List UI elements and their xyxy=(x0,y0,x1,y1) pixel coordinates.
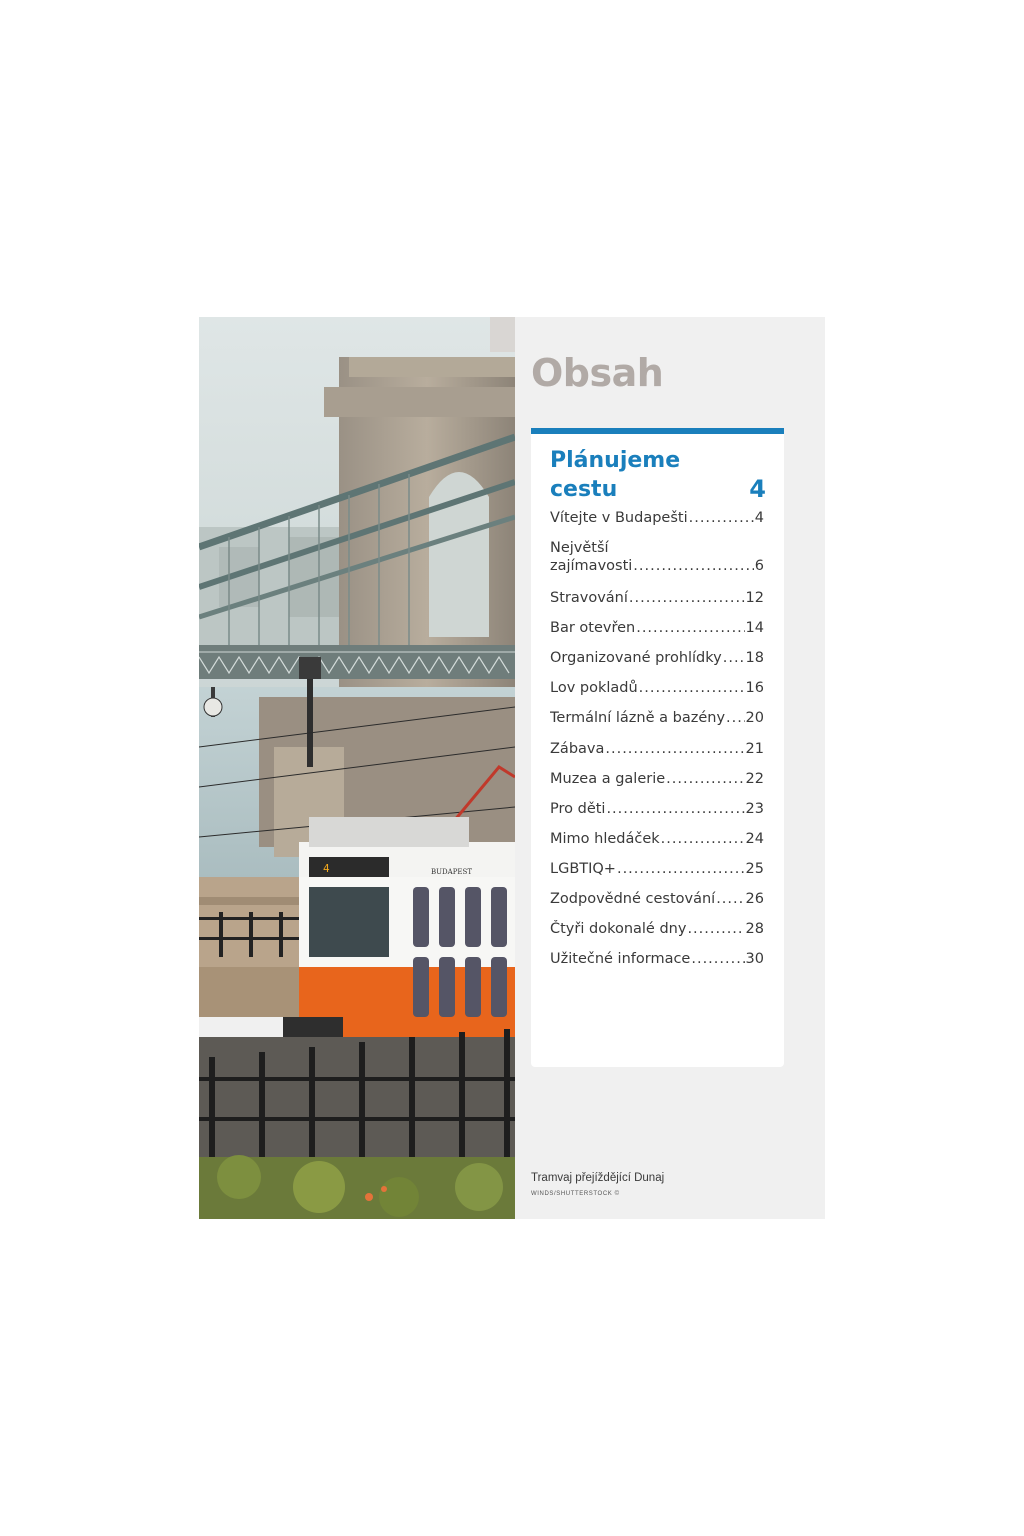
toc-item-page: 18 xyxy=(745,650,764,667)
page-title: Obsah xyxy=(531,351,664,395)
toc-item-title: Lov pokladů xyxy=(550,680,638,697)
toc-item[interactable] xyxy=(550,619,764,649)
toc-item-title: LGBTIQ+ xyxy=(550,860,616,877)
tram-sign: BUDAPEST xyxy=(431,868,472,876)
toc-item-title-line1: Největší xyxy=(550,540,609,557)
toc-item[interactable] xyxy=(550,649,764,679)
toc-item-page: 12 xyxy=(745,590,764,607)
section-title xyxy=(550,446,766,504)
photo-caption: Tramvaj přejíždějící Dunaj xyxy=(531,1172,665,1184)
toc-item[interactable] xyxy=(550,800,764,830)
toc-item-title: Užitečné informace xyxy=(550,951,691,968)
toc-item-title: Bar otevřen xyxy=(550,620,636,637)
toc-item-title: Termální lázně a bazény xyxy=(550,710,726,727)
toc-item-title: Zodpovědné cestování xyxy=(550,891,716,908)
toc-item[interactable] xyxy=(550,950,764,980)
toc-item-title: Zábava xyxy=(550,740,605,757)
toc-item-title: Mimo hledáček xyxy=(550,830,660,847)
toc-item[interactable] xyxy=(550,920,764,950)
toc-item-page: 14 xyxy=(745,620,764,637)
toc-item-page: 25 xyxy=(745,860,764,877)
book-page xyxy=(199,317,825,1219)
toc-item[interactable] xyxy=(550,539,764,589)
toc-item-page: 24 xyxy=(745,830,764,847)
photo-credit: WINDS/SHUTTERSTOCK © xyxy=(531,1191,620,1197)
toc-item-page: 23 xyxy=(745,800,764,817)
toc-item-page: 26 xyxy=(745,891,764,908)
toc-item-title: Vítejte v Budapešti xyxy=(550,510,688,526)
toc-item[interactable] xyxy=(550,589,764,619)
toc-item-title: Čtyři dokonalé dny xyxy=(550,921,687,938)
toc-item[interactable] xyxy=(550,770,764,800)
decorative-tab xyxy=(490,317,515,352)
toc-item-page: 20 xyxy=(745,710,764,727)
toc-item-page: 21 xyxy=(745,740,764,757)
toc-item[interactable] xyxy=(550,709,764,739)
cover-photo xyxy=(199,317,515,1219)
toc-item[interactable] xyxy=(550,509,764,539)
toc-item[interactable] xyxy=(550,679,764,709)
toc-item-page: 22 xyxy=(745,770,764,787)
toc-item[interactable] xyxy=(550,740,764,770)
toc-list xyxy=(550,509,764,980)
toc-item-page: 16 xyxy=(745,680,764,697)
toc-item-title: Organizované prohlídky xyxy=(550,650,722,667)
toc-item-title: Pro děti xyxy=(550,800,606,817)
toc-item-page: 28 xyxy=(745,921,764,938)
section-title-line2: cestu xyxy=(550,477,618,502)
toc-item-title: Muzea a galerie xyxy=(550,770,666,787)
toc-item[interactable] xyxy=(550,860,764,890)
toc-item-title-line2: zajímavosti xyxy=(550,558,633,575)
toc-item-page: 6 xyxy=(754,558,764,575)
toc-item[interactable] xyxy=(550,830,764,860)
section-page-number: 4 xyxy=(749,475,766,503)
toc-item[interactable] xyxy=(550,890,764,920)
toc-item-page: 30 xyxy=(745,951,764,968)
toc-item-title: Stravování xyxy=(550,590,628,607)
toc-card xyxy=(531,428,784,1067)
toc-item-page: 4 xyxy=(754,510,764,526)
section-title-line1: Plánujeme xyxy=(550,448,681,473)
tram-route-number: 4 xyxy=(323,862,330,875)
